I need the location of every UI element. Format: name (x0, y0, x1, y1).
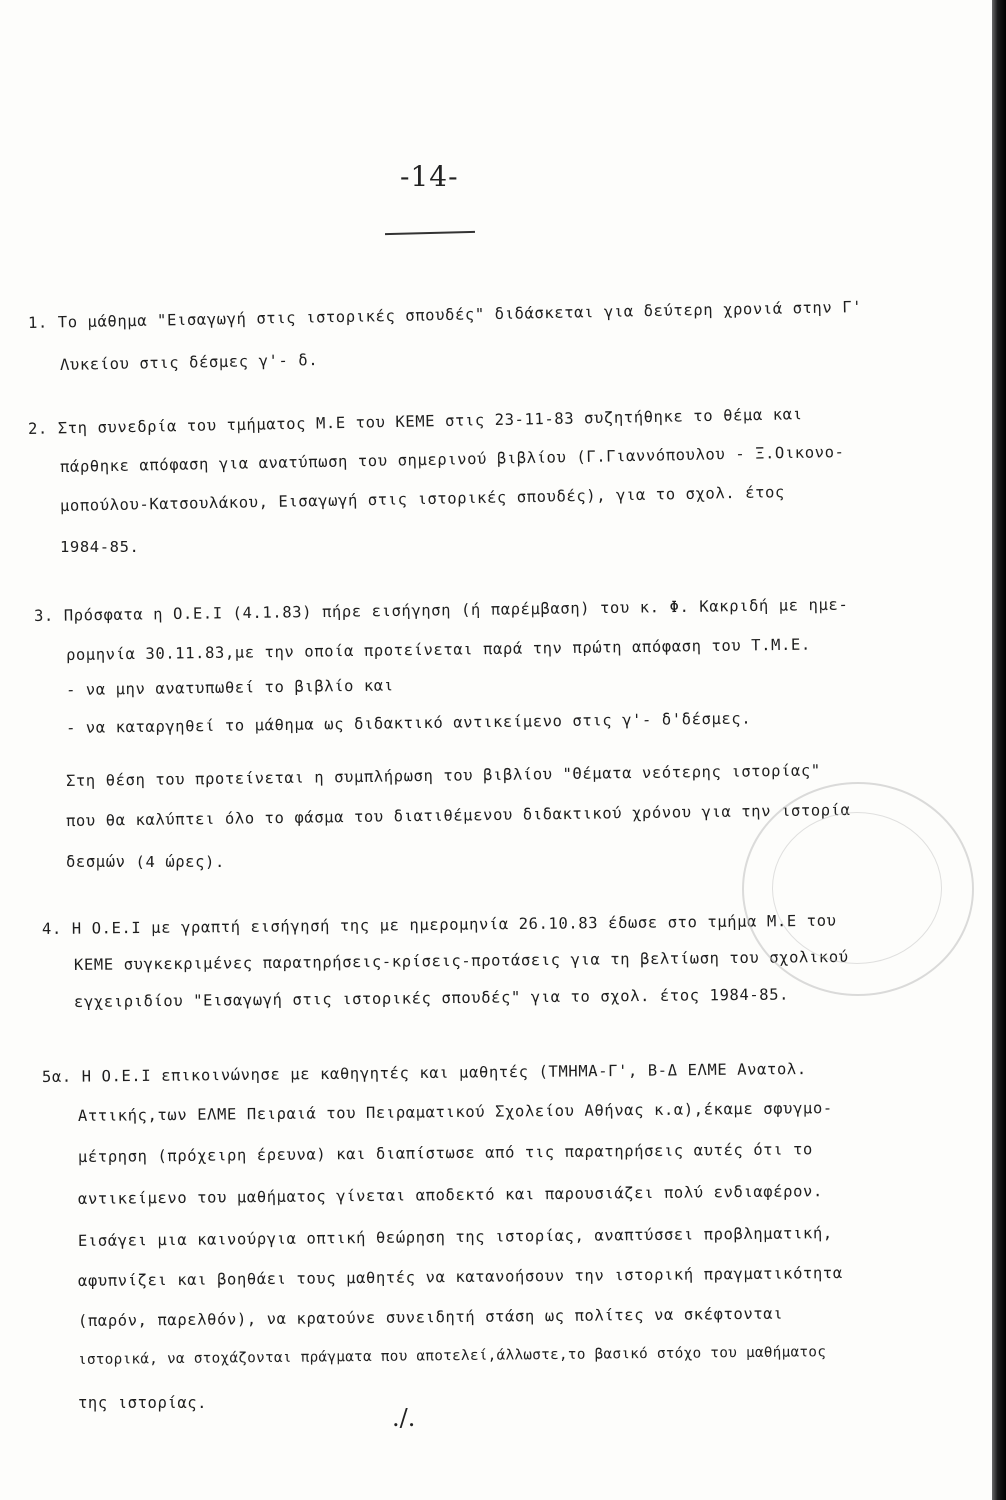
item-5a-line-3: μέτρηση (πρόχειρη έρευνα) και διαπίστωσε από τις παρατηρήσεις αυτές ότι το (77, 1140, 814, 1166)
item-4-line-3: εγχειριδίου "Εισαγωγή στις ιστορικές σπουδές" για το σχολ. έτος 1984-85. (73, 985, 790, 1011)
item-5a-line-9: της ιστορίας. (78, 1394, 208, 1412)
continuation-mark: ./. (392, 1404, 416, 1432)
header-rule (385, 231, 475, 235)
item-3-line-7: δεσμών (4 ώρες). (66, 853, 225, 871)
item-2-line-4: 1984-85. (60, 538, 140, 556)
item-5a-line-4: αντικείμενο του μαθήματος γίνεται αποδεκτό και παρουσιάζει πολύ ενδιαφέρον. (77, 1182, 823, 1208)
item-2-line-1: 2. Στη συνεδρία του τμήματος Μ.Ε του ΚΕΜΕ στις 23-11-83 συζητήθηκε το θέμα και (27, 405, 803, 438)
page-number: -14- (400, 160, 459, 193)
item-4-line-1: 4. Η Ο.Ε.Ι με γραπτή εισήγησή της με ημερομηνία 26.10.83 έδωσε στο τμήμα Μ.Ε του (41, 911, 837, 938)
faded-stamp (742, 782, 974, 996)
item-2-line-2: πάρθηκε απόφαση για ανατύπωση του σημερινού βιβλίου (Γ.Γιαννόπουλου - Ξ.Οικονο- (59, 442, 845, 476)
item-5a-line-8: ιστορικά, να στοχάζονται πράγματα που αποτελεί,άλλωστε,το βασικό στόχο του μαθήματος (77, 1344, 827, 1368)
item-1-line-2: Λυκείου στις δέσμες γ'- δ. (59, 351, 319, 374)
item-3-line-6: που θα καλύπτει όλο το φάσμα του διατιθέμενου διδακτικού χρόνου για την ιστορία (65, 801, 851, 830)
item-1-line-1: 1. Το μάθημα "Εισαγωγή στις ιστορικές σπουδές" διδάσκεται για δεύτερη χρονιά στην Γ' (27, 297, 863, 332)
item-5a-line-6: αφυπνίζει και βοηθάει τους μαθητές να κατανοήσουν την ιστορική πραγματικότητα (77, 1263, 843, 1290)
item-3-line-1: 3. Πρόσφατα η Ο.Ε.Ι (4.1.83) πήρε εισήγηση (ή παρέμβαση) του κ. Φ. Κακριδή με ημε- (33, 595, 849, 625)
item-3-line-5: Στη θέση του προτείνεται η συμπλήρωση του βιβλίου "Θέματα νεότερης ιστορίας" (65, 761, 821, 790)
item-5a-line-1: 5α. Η Ο.Ε.Ι επικοινώνησε με καθηγητές και μαθητές (ΤΜΗΜΑ-Γ', Β-Δ ΕΛΜΕ Ανατολ. (41, 1059, 807, 1086)
stamp-inner-ring (772, 812, 942, 964)
item-5a-line-7: (παρόν, παρελθόν), να κρατούνε συνειδητή στάση ως πολίτες να σκέφτονται (77, 1304, 784, 1330)
item-5a-line-5: Εισάγει μια καινούργια οπτική θεώρηση της ιστορίας, αναπτύσσει προβληματική, (77, 1224, 833, 1250)
scan-edge (992, 0, 1006, 1500)
item-5a-line-2: Αττικής,των ΕΛΜΕ Πειραιά του Πειραματικού Σχολείου Αθήνας κ.α),έκαμε σφυγμο- (77, 1099, 833, 1125)
item-3-line-3: - να μην ανατυπωθεί το βιβλίο και (65, 676, 394, 699)
item-3-line-2: ρομηνία 30.11.83,με την οποία προτείνεται παρά την πρώτη απόφαση του Τ.Μ.Ε. (65, 635, 811, 664)
item-2-line-3: μοπούλου-Κατσουλάκου, Εισαγωγή στις ιστορικές σπουδές), για το σχολ. έτος (59, 483, 786, 515)
item-4-line-2: ΚΕΜΕ συγκεκριμένες παρατηρήσεις-κρίσεις-προτάσεις για τη βελτίωση του σχολικού (73, 947, 849, 974)
item-3-line-4: - να καταργηθεί το μάθημα ως διδακτικό αντικείμενο στις γ'- δ'δέσμες. (65, 709, 752, 737)
